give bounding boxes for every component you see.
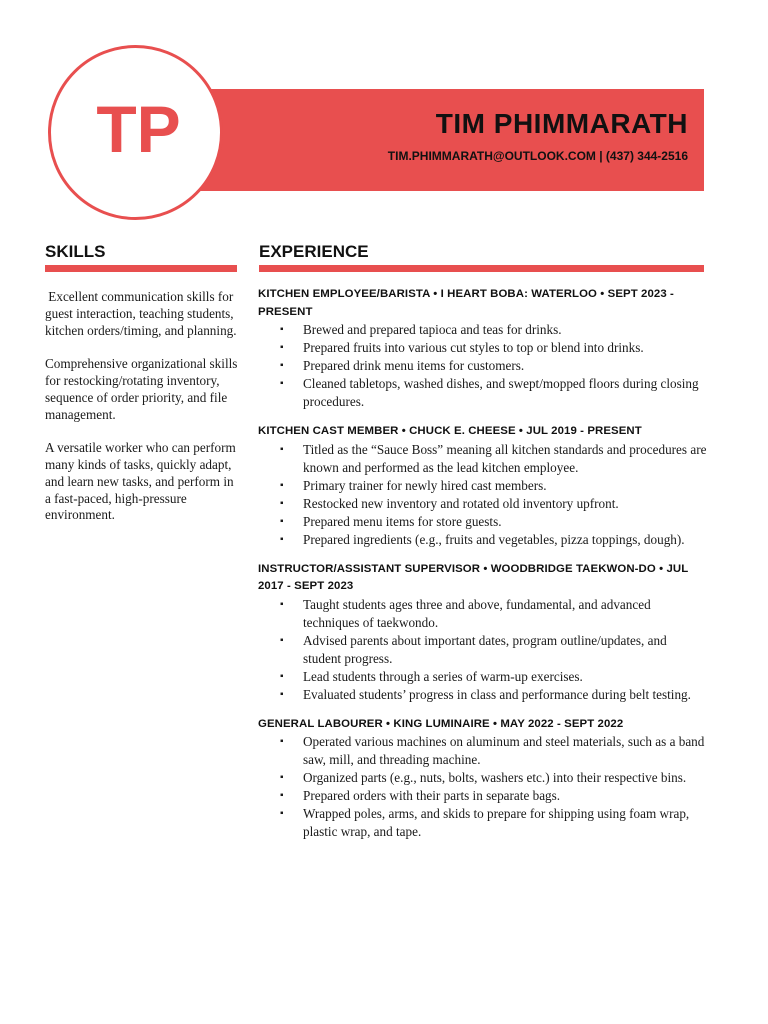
job-duties — [258, 321, 708, 411]
duty-item: ▪ Prepared orders with their parts in separate bags. — [280, 788, 561, 803]
bullet-icon: ▪ — [280, 634, 284, 646]
bullet-icon: ▪ — [280, 772, 284, 783]
job-duties — [258, 596, 708, 704]
duty-item: ▪ Lead students through a series of warm-up exercises. — [280, 668, 583, 684]
bullet-icon: ▪ — [280, 688, 284, 700]
duty-item: ▪ Cleaned tabletops, washed dishes, and swept/mopped floors during closing procedures. — [280, 376, 699, 409]
experience-divider — [259, 265, 704, 272]
duty-item: ▪ Prepared drink menu items for customers. — [280, 358, 525, 373]
bullet-icon: ▪ — [280, 736, 284, 747]
job-entry — [258, 423, 708, 549]
bullet-icon: ▪ — [280, 443, 284, 455]
bullet-icon: ▪ — [280, 360, 284, 371]
duty-item: ▪ Prepared ingredients (e.g., fruits and vegetables, pizza toppings, dough). — [280, 531, 685, 547]
duty-item: ▪ Titled as the “Sauce Boss” meaning all kitchen standards and procedures are known and performed as the lead kitchen employee. — [280, 441, 707, 475]
bullet-icon: ▪ — [280, 670, 284, 682]
skills-heading: SKILLS — [45, 242, 106, 261]
duty-item: ▪ Brewed and prepared tapioca and teas for drinks. — [280, 322, 562, 337]
bullet-icon: ▪ — [280, 790, 284, 801]
experience-section — [258, 286, 708, 853]
skills-section — [45, 289, 240, 541]
bullet-icon: ▪ — [280, 598, 284, 610]
bullet-icon: ▪ — [280, 515, 284, 527]
skill-paragraph: Comprehensive organizational skills for restocking/rotating inventory, sequence of order priority, and file management. — [45, 356, 238, 422]
duty-item: ▪ Restocked new inventory and rotated old inventory upfront. — [280, 495, 619, 511]
job-title: KITCHEN EMPLOYEE/BARISTA • I HEART BOBA: WATERLOO • SEPT 2023 - PRESENT — [258, 288, 674, 318]
job-entry — [258, 561, 708, 704]
header-banner — [160, 89, 704, 191]
skill-paragraph: Excellent communication skills for guest interaction, teaching students, kitchen orders/timing, and planning. — [45, 289, 237, 338]
duty-item: ▪ Taught students ages three and above, fundamental, and advanced techniques of taekwondo. — [280, 596, 651, 630]
skill-paragraph: A versatile worker who can perform many kinds of tasks, quickly adapt, and learn new tasks, and perform in a fast-paced, high-pressure environment. — [45, 440, 236, 523]
monogram-circle — [48, 45, 223, 220]
duty-item: ▪ Prepared fruits into various cut styles to top or blend into drinks. — [280, 340, 644, 355]
bullet-icon: ▪ — [280, 533, 284, 545]
job-entry — [258, 716, 708, 842]
bullet-icon: ▪ — [280, 378, 284, 389]
duty-item: ▪ Advised parents about important dates, program outline/updates, and student progress. — [280, 632, 667, 666]
experience-heading: EXPERIENCE — [259, 242, 369, 261]
bullet-icon: ▪ — [280, 808, 284, 819]
duty-item: ▪ Primary trainer for newly hired cast members. — [280, 477, 547, 493]
skills-divider — [45, 265, 237, 272]
job-title: KITCHEN CAST MEMBER • CHUCK E. CHEESE • JUL 2019 - PRESENT — [258, 425, 642, 437]
job-title: GENERAL LABOURER • KING LUMINAIRE • MAY 2022 - SEPT 2022 — [258, 717, 624, 730]
job-title: INSTRUCTOR/ASSISTANT SUPERVISOR • WOODBRIDGE TAEKWON-DO • JUL 2017 - SEPT 2023 — [258, 562, 689, 592]
duty-item: ▪ Wrapped poles, arms, and skids to prepare for shipping using foam wrap, plastic wrap, and tape. — [280, 806, 690, 839]
duty-item: ▪ Operated various machines on aluminum and steel materials, such as a band saw, mill, and threading machine. — [280, 734, 705, 767]
job-duties — [258, 733, 708, 841]
duty-item: ▪ Organized parts (e.g., nuts, bolts, washers etc.) into their respective bins. — [280, 770, 687, 785]
contact-line: TIM.PHIMMARATH@OUTLOOK.COM | (437) 344-2516 — [387, 149, 688, 163]
monogram-initials: TP — [96, 92, 181, 166]
bullet-icon: ▪ — [280, 497, 284, 509]
bullet-icon: ▪ — [280, 324, 284, 335]
duty-item: ▪ Evaluated students’ progress in class and performance during belt testing. — [280, 686, 691, 702]
duty-item: ▪ Prepared menu items for store guests. — [280, 513, 502, 529]
bullet-icon: ▪ — [280, 342, 284, 353]
candidate-name: TIM PHIMMARATH — [435, 108, 688, 139]
job-entry — [258, 286, 708, 411]
job-duties — [258, 441, 708, 549]
bullet-icon: ▪ — [280, 479, 284, 491]
